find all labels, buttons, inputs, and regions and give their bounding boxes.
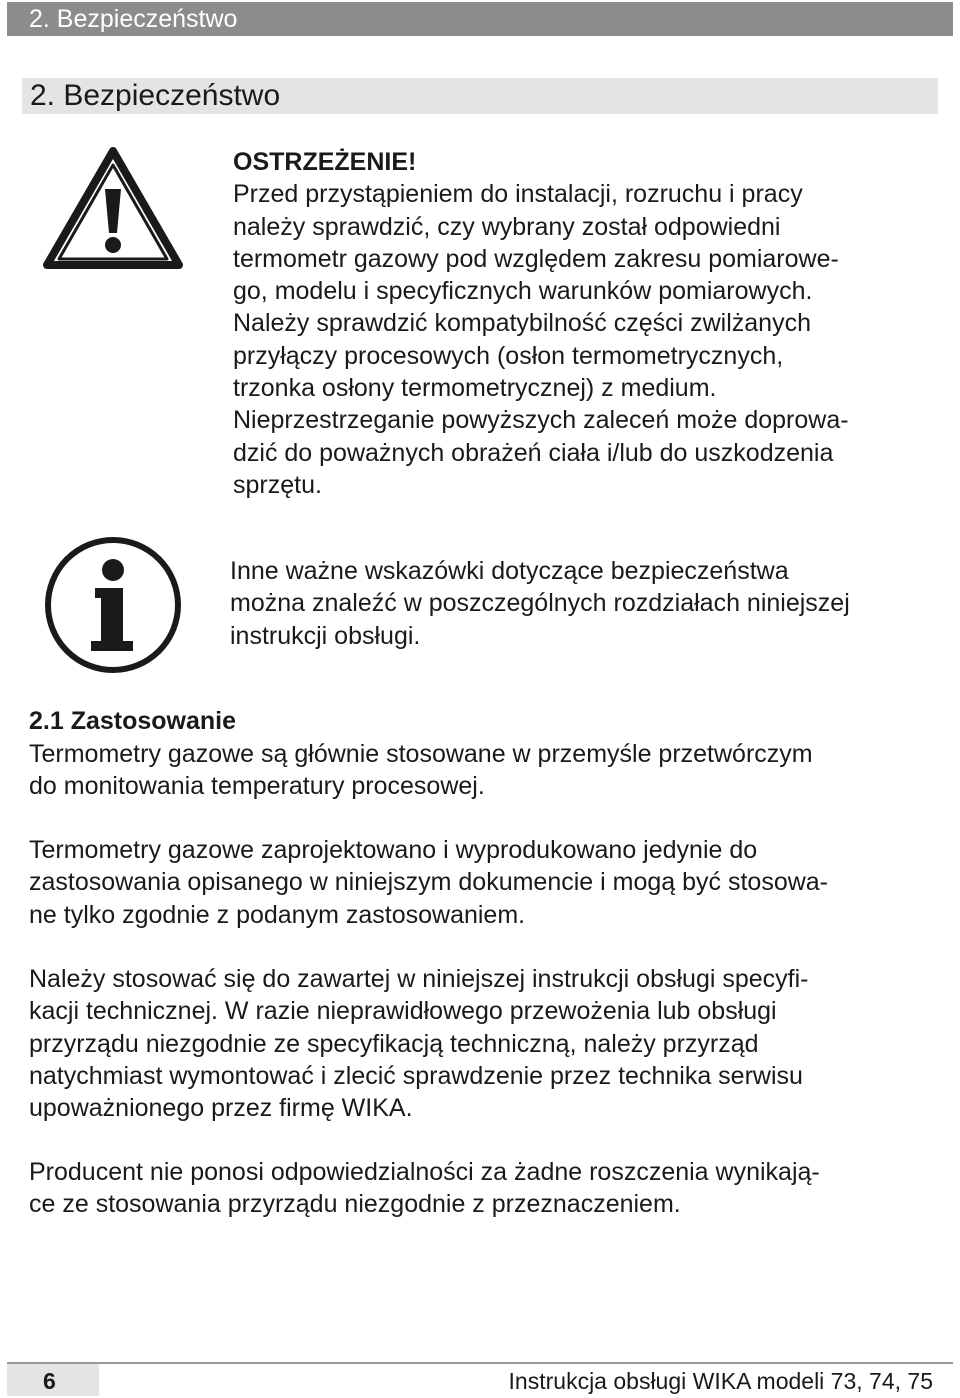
- paragraph: [29, 963, 929, 1124]
- section-title: 2. Bezpieczeństwo: [22, 78, 938, 114]
- warning-triangle-icon: [42, 145, 184, 271]
- paragraph-line: Termometry gazowe są głównie stosowane w przemyśle przetwórczym: [29, 740, 813, 768]
- warning-block: [233, 146, 933, 501]
- footer-title: Instrukcja obsługi WIKA modeli 73, 74, 75: [508, 1368, 933, 1394]
- info-icon: [43, 535, 183, 675]
- paragraph-line: zastosowania opisanego w niniejszym dokumencie i mogą być stosowa-: [29, 868, 829, 897]
- warning-line: Należy sprawdzić kompatybilność części zwilżanych: [233, 309, 811, 338]
- paragraph: [29, 834, 929, 931]
- warning-line: należy sprawdzić, czy wybrany został odpowiedni: [233, 212, 781, 241]
- paragraph: [29, 1156, 929, 1221]
- paragraph-line: Należy stosować się do zawartej w niniejszej instrukcji obsługi specyfi-: [29, 965, 809, 993]
- running-header: 2. Bezpieczeństwo: [7, 2, 953, 36]
- warning-line: sprzętu.: [233, 470, 322, 499]
- warning-heading: OSTRZEŻENIE!: [233, 148, 417, 176]
- warning-line: przyłączy procesowych (osłon termometrycznych,: [233, 341, 784, 370]
- info-line: Inne ważne wskazówki dotyczące bezpieczeństwa: [230, 557, 789, 585]
- page-number: 6: [43, 1368, 56, 1394]
- warning-line: dzić do poważnych obrażeń ciała i/lub do uszkodzenia: [233, 438, 834, 467]
- paragraph: [29, 738, 929, 803]
- paragraph-line: ce ze stosowania przyrządu niezgodnie z przeznaczeniem.: [29, 1190, 681, 1219]
- subsection-heading: 2.1 Zastosowanie: [29, 707, 237, 735]
- warning-line: go, modelu i specyficznych warunków pomiarowych.: [233, 277, 813, 306]
- footer-divider: [7, 1362, 953, 1364]
- info-line: można znaleźć w poszczególnych rozdziałach niniejszej: [230, 589, 850, 618]
- warning-line: termometr gazowy pod względem zakresu pomiarowe-: [233, 244, 839, 273]
- warning-line: Nieprzestrzeganie powyższych zaleceń może doprowa-: [233, 406, 849, 435]
- warning-line: trzonka osłony termometrycznej) z medium.: [233, 374, 717, 403]
- info-line: instrukcji obsługi.: [230, 621, 421, 650]
- paragraph-line: natychmiast wymontować i zlecić sprawdzenie przez technika serwisu: [29, 1061, 803, 1090]
- paragraph-line: do monitowania temperatury procesowej.: [29, 772, 485, 801]
- paragraph-line: Producent nie ponosi odpowiedzialności za żadne roszczenia wynikają-: [29, 1158, 820, 1186]
- warning-line: Przed przystąpieniem do instalacji, rozruchu i pracy: [233, 180, 803, 209]
- paragraph-line: ne tylko zgodnie z podanym zastosowaniem.: [29, 900, 526, 929]
- paragraph-line: upoważnionego przez firmę WIKA.: [29, 1094, 413, 1123]
- paragraph-line: Termometry gazowe zaprojektowano i wyprodukowano jedynie do: [29, 836, 758, 864]
- paragraph-line: przyrządu niezgodnie ze specyfikacją techniczną, należy przyrząd: [29, 1029, 759, 1058]
- info-block: [230, 555, 930, 652]
- paragraph-line: kacji technicznej. W razie nieprawidłowego przewożenia lub obsługi: [29, 997, 777, 1026]
